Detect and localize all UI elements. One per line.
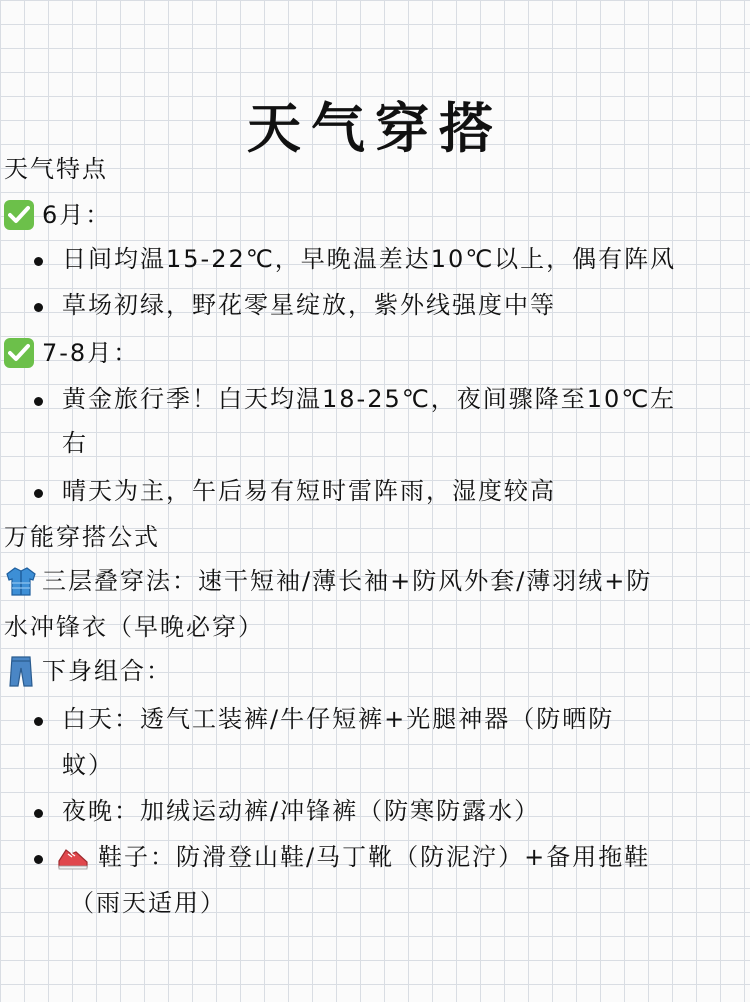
list-item-text: 白天：透气工装裤/牛仔短裤+光腿神器（防晒防 (62, 705, 615, 733)
layering-text: 三层叠穿法：速干短袖/薄长袖+防风外套/薄羽绒+防 (42, 567, 653, 595)
section-heading-weather: 天气特点 (4, 155, 108, 183)
check-mark-icon (4, 200, 34, 230)
list-item-text: 鞋子：防滑登山鞋/马丁靴（防泥泞）+备用拖鞋 (98, 843, 651, 871)
bullet-icon (34, 303, 43, 312)
jacket-icon (4, 564, 38, 598)
page-title: 天气穿搭 (247, 97, 503, 160)
bullet-icon (34, 397, 43, 406)
sneaker-icon (56, 842, 90, 872)
list-item-text: 夜晚：加绒运动裤/冲锋裤（防寒防露水） (62, 797, 541, 825)
july-aug-label: 7-8月： (42, 339, 140, 367)
bullet-icon (34, 717, 43, 726)
bullet-icon (34, 855, 43, 864)
list-item-continuation: 右 (62, 429, 88, 457)
bullet-icon (34, 257, 43, 266)
layering-text-continuation: 水冲锋衣（早晚必穿） (4, 613, 264, 641)
list-item-text: 草场初绿，野花零星绽放，紫外线强度中等 (62, 291, 556, 319)
list-item-continuation: 蚊） (62, 751, 114, 779)
bottoms-label: 下身组合： (42, 657, 172, 685)
check-mark-icon (4, 338, 34, 368)
section-heading-outfit: 万能穿搭公式 (4, 523, 160, 551)
bullet-icon (34, 489, 43, 498)
jeans-icon (4, 654, 38, 688)
list-item-continuation: （雨天适用） (70, 889, 226, 917)
bullet-icon (34, 809, 43, 818)
list-item-text: 日间均温15-22℃，早晚温差达10℃以上，偶有阵风 (62, 245, 677, 273)
list-item-text: 晴天为主，午后易有短时雷阵雨，湿度较高 (62, 477, 556, 505)
list-item-text: 黄金旅行季！白天均温18-25℃，夜间骤降至10℃左 (62, 385, 677, 413)
june-label: 6月： (42, 201, 112, 229)
